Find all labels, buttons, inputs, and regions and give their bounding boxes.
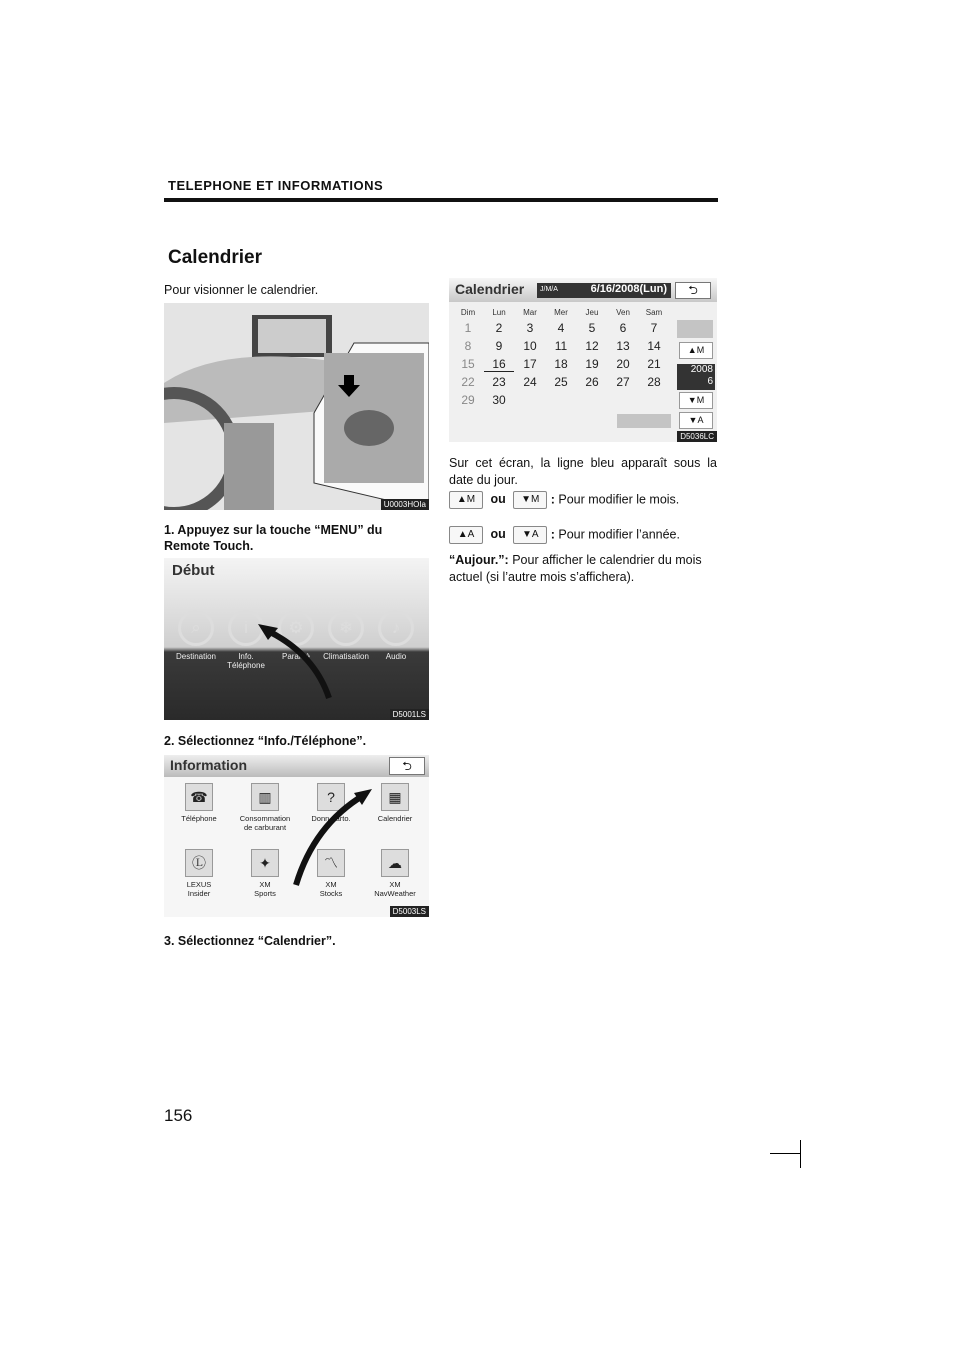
info-item-label: Donn...arto. — [311, 814, 351, 823]
map-data-icon: ? — [317, 783, 345, 811]
figure-code: U0003HOIa — [381, 499, 429, 510]
weekday-header: Ven — [616, 308, 630, 317]
day-cell: 10 — [523, 339, 537, 353]
header-rule — [164, 198, 718, 202]
info-item-label-2: Stocks — [319, 889, 343, 898]
info-item-label-2: NavWeather — [374, 889, 416, 898]
menu-title: Début — [172, 562, 215, 579]
year-down-button[interactable]: ▼A — [679, 412, 713, 429]
day-cell: 9 — [495, 339, 503, 353]
month-description: Pour modifier le mois. — [558, 492, 680, 507]
month-up-button-image: ▲M — [449, 491, 483, 509]
day-cell: 29 — [461, 393, 475, 407]
magnifier-icon: ⌕ — [178, 610, 214, 646]
aujour-button-disabled[interactable] — [677, 320, 713, 338]
step-2: 2. Sélectionnez “Info./Téléphone”. — [164, 734, 367, 748]
year-description: Pour modifier l’année. — [558, 527, 680, 542]
figure-code: D5001LS — [390, 709, 429, 720]
menu-item-label: Climatisation — [323, 652, 369, 661]
date-format-label: J/M/A — [540, 286, 558, 293]
day-cell: 3 — [526, 321, 534, 335]
day-cell: 12 — [585, 339, 599, 353]
info-item-label: Consommation — [239, 814, 291, 823]
menu-item-label: Destination — [175, 652, 217, 661]
information-screen-figure — [164, 755, 429, 917]
day-cell: 17 — [523, 357, 537, 371]
weekday-header: Dim — [460, 308, 476, 317]
year-buttons-row: ▲A ou ▼A : Pour modifier l’année. — [449, 526, 680, 544]
gear-icon: ⚙ — [278, 610, 314, 646]
year-up-button-image: ▲A — [449, 526, 483, 544]
info-item-label: Calendrier — [377, 814, 413, 823]
weekday-header: Mer — [554, 308, 568, 317]
day-cell: 21 — [647, 357, 661, 371]
info-item-label-2: Insider — [187, 889, 211, 898]
day-cell: 26 — [585, 375, 599, 389]
climate-icon: ❄ — [328, 610, 364, 646]
aujour-description — [449, 552, 717, 586]
menu-screen-figure — [164, 558, 429, 720]
connector-ou: ou — [490, 492, 506, 507]
music-note-icon: ♪ — [378, 610, 414, 646]
screen-title: Information — [170, 757, 247, 773]
day-cell: 1 — [464, 321, 472, 335]
day-cell: 13 — [616, 339, 630, 353]
figure-code: D5036LC — [677, 431, 717, 442]
stocks-icon: 〽 — [317, 849, 345, 877]
day-cell: 27 — [616, 375, 630, 389]
intro-text: Pour visionner le calendrier. — [164, 283, 319, 297]
day-cell: 11 — [554, 339, 568, 353]
year-value: 2008 — [690, 364, 713, 375]
day-cell: 6 — [619, 321, 627, 335]
info-item-label: LEXUS — [186, 880, 212, 889]
info-icon: i — [228, 610, 264, 646]
dashboard-illustration — [164, 303, 429, 510]
day-cell: 20 — [616, 357, 630, 371]
day-cell: 25 — [554, 375, 568, 389]
pointer-arrow-icon — [164, 755, 429, 917]
screen-title: Calendrier — [455, 281, 525, 297]
day-cell: 14 — [647, 339, 661, 353]
fuel-chart-icon: ▥ — [251, 783, 279, 811]
menu-item-label: Audio — [385, 652, 407, 661]
connector-ou: ou — [490, 527, 506, 542]
aujour-text: Pour afficher le calendrier du mois actuel (si l’autre mois s’affichera). — [449, 553, 702, 584]
page-number: 156 — [164, 1106, 193, 1125]
year-up-button-disabled[interactable] — [617, 414, 671, 428]
month-buttons-row: ▲M ou ▼M : Pour modifier le mois. — [449, 491, 679, 509]
weekday-header: Jeu — [585, 308, 599, 317]
aujour-term: “Aujour.”: — [449, 553, 509, 567]
date-display — [537, 283, 671, 298]
year-month-display — [677, 364, 715, 390]
day-cell: 24 — [523, 375, 537, 389]
step-3: 3. Sélectionnez “Calendrier”. — [164, 934, 336, 948]
section-title: Calendrier — [168, 247, 262, 268]
title-bar — [449, 278, 717, 302]
day-cell: 7 — [650, 321, 658, 335]
day-cell: 23 — [492, 375, 506, 389]
day-cell: 18 — [554, 357, 568, 371]
info-item-label: XM — [259, 880, 271, 889]
day-cell: 5 — [588, 321, 596, 335]
info-item-label: XM — [325, 880, 337, 889]
back-button[interactable]: ⮌ — [389, 757, 425, 775]
day-cell: 30 — [492, 393, 506, 407]
info-item-label: Téléphone — [181, 814, 217, 823]
day-cell: 8 — [464, 339, 472, 353]
day-cell: 2 — [495, 321, 503, 335]
info-item-label-2: Sports — [254, 889, 276, 898]
menu-item-label: Info. — [238, 652, 254, 661]
day-cell: 15 — [461, 357, 475, 371]
month-up-button[interactable]: ▲M — [679, 342, 713, 359]
step-1: 1. Appuyez sur la touche “MENU” du Remote Touch. — [164, 523, 383, 553]
info-item-label-2: de carburant — [243, 823, 287, 832]
dashboard-figure — [164, 303, 429, 510]
back-button[interactable]: ⮌ — [675, 282, 711, 299]
weekday-header: Mar — [523, 308, 537, 317]
lexus-logo-icon: Ⓛ — [185, 849, 213, 877]
day-cell: 22 — [461, 375, 475, 389]
menu-item-label: Paramè — [281, 652, 310, 661]
day-cell: 4 — [557, 321, 565, 335]
weekday-header: Sam — [645, 308, 663, 317]
crop-mark — [770, 1153, 800, 1154]
today-cell: 16 — [484, 357, 514, 372]
day-cell: 28 — [647, 375, 661, 389]
running-header: TELEPHONE ET INFORMATIONS — [168, 178, 384, 193]
weekday-header: Lun — [492, 308, 506, 317]
crop-mark — [800, 1140, 801, 1168]
weather-icon: ☁ — [381, 849, 409, 877]
menu-item-label-2: Téléphone — [227, 661, 265, 670]
figure-code: D5003LS — [390, 906, 429, 917]
pointer-arrow-icon — [164, 558, 429, 720]
current-date: 6/16/2008(Lun) — [590, 283, 667, 295]
month-value: 6 — [707, 376, 713, 387]
month-down-button[interactable]: ▼M — [679, 392, 713, 409]
sports-icon: ✦ — [251, 849, 279, 877]
description-line1: Sur cet écran, la ligne bleu apparaît sous la date du jour. — [449, 456, 717, 487]
info-item-label: XM — [389, 880, 401, 889]
day-cell: 19 — [585, 357, 599, 371]
calendar-screen-figure — [449, 278, 717, 442]
calendar-icon: ▦ — [381, 783, 409, 811]
year-down-button-image: ▼A — [513, 526, 547, 544]
month-down-button-image: ▼M — [513, 491, 547, 509]
phone-icon: ☎ — [185, 783, 213, 811]
